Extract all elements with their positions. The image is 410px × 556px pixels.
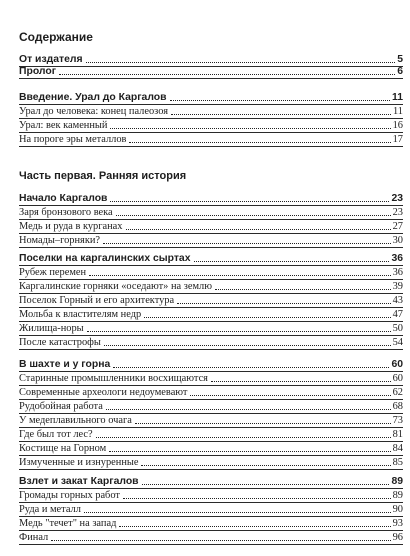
- dot-leader: [119, 526, 390, 527]
- dot-leader: [109, 451, 390, 452]
- part-one-heading: Часть первая. Ранняя история: [19, 170, 187, 182]
- toc-entry-page-number: 43: [392, 294, 403, 306]
- toc-entry[interactable]: [19, 234, 403, 248]
- dot-leader: [84, 512, 391, 513]
- dot-leader: [171, 114, 391, 115]
- dot-leader: [104, 345, 391, 346]
- toc-entry-page-number: 54: [392, 336, 403, 348]
- toc-entry[interactable]: [19, 322, 403, 336]
- toc-entry-page-number: 6: [397, 65, 403, 77]
- toc-entry-label: Руда и металл: [19, 503, 81, 515]
- toc-entry-label: Современные археологи недоумевают: [19, 386, 188, 398]
- dot-leader: [215, 289, 391, 290]
- toc-entry-label: Медь и руда в курганах: [19, 220, 123, 232]
- toc-entry[interactable]: [19, 372, 403, 386]
- toc-entry-label: Введение. Урал до Каргалов: [19, 91, 167, 103]
- toc-entry-page-number: 81: [392, 428, 403, 440]
- toc-entry-label: Костище на Горном: [19, 442, 107, 454]
- toc-entry[interactable]: [19, 280, 403, 294]
- toc-entry-page-number: 17: [392, 133, 403, 145]
- toc-entry[interactable]: [19, 475, 403, 489]
- toc-entry[interactable]: [19, 192, 403, 206]
- toc-entry[interactable]: [19, 489, 403, 503]
- toc-entry-label: У медеплавильного очага: [19, 414, 132, 426]
- dot-leader: [89, 275, 391, 276]
- toc-entry-page-number: 39: [392, 280, 403, 292]
- dot-leader: [110, 201, 389, 202]
- toc-entry-page-number: 50: [392, 322, 403, 334]
- dot-leader: [144, 317, 390, 318]
- toc-entry-label: Рубеж перемен: [19, 266, 87, 278]
- toc-entry-page-number: 47: [392, 308, 403, 320]
- toc-entry[interactable]: [19, 503, 403, 517]
- toc-entry[interactable]: [19, 65, 403, 79]
- toc-entry-page-number: 36: [392, 266, 403, 278]
- toc-entry-label: Где был тот лес?: [19, 428, 93, 440]
- toc-entry-label: Поселки на каргалинских сыртах: [19, 252, 191, 264]
- toc-entry-page-number: 16: [392, 119, 403, 131]
- toc-entry-page-number: 11: [392, 91, 403, 103]
- toc-entry-label: Поселок Горный и его архитектура: [19, 294, 175, 306]
- toc-entry[interactable]: [19, 456, 403, 470]
- toc-entry[interactable]: [19, 119, 403, 133]
- toc-entry[interactable]: [19, 266, 403, 280]
- toc-entry[interactable]: [19, 294, 403, 308]
- dot-leader: [126, 229, 391, 230]
- dot-leader: [129, 142, 390, 143]
- toc-entry-label: Заря бронзового века: [19, 206, 113, 218]
- toc-entry-label: Старинные промышленники восхищаются: [19, 372, 208, 384]
- toc-entry-label: Каргалинские горняки «оседают» на землю: [19, 280, 212, 292]
- toc-entry-label: В шахте и у горна: [19, 358, 111, 370]
- toc-entry[interactable]: [19, 308, 403, 322]
- dot-leader: [106, 409, 391, 410]
- toc-entry[interactable]: [19, 252, 403, 266]
- toc-entry-label: Финал: [19, 531, 49, 543]
- toc-entry-label: Рудобойная работа: [19, 400, 103, 412]
- toc-entry-page-number: 89: [392, 489, 403, 501]
- dot-leader: [96, 437, 391, 438]
- toc-entry[interactable]: [19, 358, 403, 372]
- dot-leader: [190, 395, 390, 396]
- toc-entry-label: От издателя: [19, 53, 83, 65]
- toc-entry[interactable]: [19, 220, 403, 234]
- toc-entry[interactable]: [19, 414, 403, 428]
- toc-entry-page-number: 90: [392, 503, 403, 515]
- toc-entry-label: Медь "течет" на запад: [19, 517, 117, 529]
- toc-entry-label: Пролог: [19, 65, 57, 77]
- dot-leader: [211, 381, 391, 382]
- toc-entry-page-number: 62: [392, 386, 403, 398]
- toc-entry-label: Мольба к властителям недр: [19, 308, 142, 320]
- toc-entry[interactable]: [19, 105, 403, 119]
- toc-entry-page-number: 96: [392, 531, 403, 543]
- toc-entry[interactable]: [19, 517, 403, 531]
- dot-leader: [103, 243, 391, 244]
- toc-title: Содержание: [19, 30, 93, 44]
- toc-entry-page-number: 89: [391, 475, 403, 487]
- toc-entry-label: После катастрофы: [19, 336, 101, 348]
- toc-entry[interactable]: [19, 442, 403, 456]
- toc-entry-page-number: 60: [392, 372, 403, 384]
- toc-entry-label: Громады горных работ: [19, 489, 120, 501]
- toc-entry[interactable]: [19, 428, 403, 442]
- toc-entry-label: Урал до человека: конец палеозоя: [19, 105, 168, 117]
- dot-leader: [86, 62, 396, 63]
- toc-entry-label: На пороге эры металлов: [19, 133, 127, 145]
- toc-entry-page-number: 60: [391, 358, 403, 370]
- dot-leader: [170, 100, 390, 101]
- dot-leader: [113, 367, 389, 368]
- dot-leader: [116, 215, 391, 216]
- toc-entry[interactable]: [19, 133, 403, 147]
- dot-leader: [177, 303, 390, 304]
- toc-entry-label: Измученные и изнуренные: [19, 456, 139, 468]
- toc-entry-page-number: 23: [392, 206, 403, 218]
- dot-leader: [135, 423, 391, 424]
- toc-entry-page-number: 23: [391, 192, 403, 204]
- toc-entry[interactable]: [19, 91, 403, 105]
- toc-entry-page-number: 93: [392, 517, 403, 529]
- toc-entry[interactable]: [19, 400, 403, 414]
- dot-leader: [141, 465, 390, 466]
- toc-entry-label: Начало Каргалов: [19, 192, 108, 204]
- dot-leader: [59, 74, 395, 75]
- dot-leader: [87, 331, 391, 332]
- toc-entry-page-number: 84: [392, 442, 403, 454]
- toc-entry[interactable]: [19, 531, 403, 545]
- toc-entry-page-number: 36: [391, 252, 403, 264]
- toc-entry-page-number: 11: [392, 105, 403, 117]
- toc-entry-label: Урал: век каменный: [19, 119, 108, 131]
- toc-entry[interactable]: [19, 206, 403, 220]
- toc-entry-page-number: 5: [397, 53, 403, 65]
- dot-leader: [194, 261, 390, 262]
- toc-entry-page-number: 27: [392, 220, 403, 232]
- toc-entry-label: Взлет и закат Каргалов: [19, 475, 139, 487]
- toc-entry-page-number: 30: [392, 234, 403, 246]
- toc-entry-page-number: 85: [392, 456, 403, 468]
- toc-entry-label: Номады–горняки?: [19, 234, 101, 246]
- toc-entry-page-number: 73: [392, 414, 403, 426]
- toc-entry-page-number: 68: [392, 400, 403, 412]
- toc-entry-label: Жилища-норы: [19, 322, 84, 334]
- dot-leader: [142, 484, 390, 485]
- dot-leader: [123, 498, 391, 499]
- toc-entry[interactable]: [19, 336, 403, 350]
- dot-leader: [110, 128, 390, 129]
- dot-leader: [51, 540, 390, 541]
- toc-entry[interactable]: [19, 386, 403, 400]
